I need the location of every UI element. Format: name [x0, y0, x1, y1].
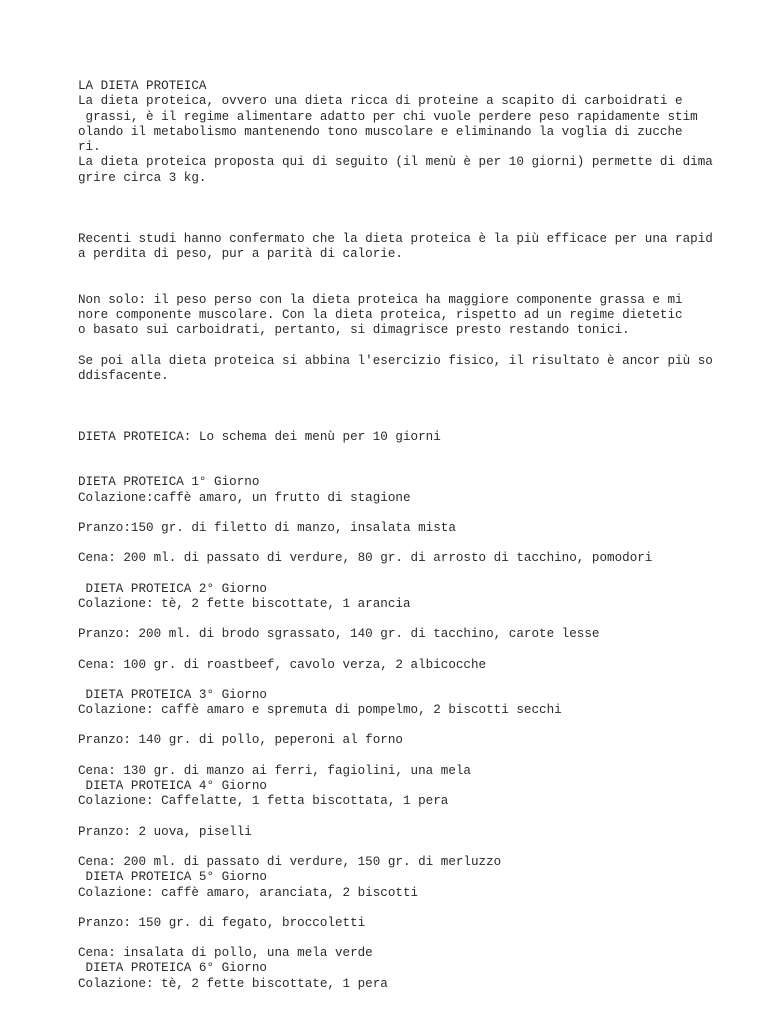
text-line: Pranzo:150 gr. di filetto di manzo, insalata mista: [78, 521, 456, 536]
text-line: Cena: 200 ml. di passato di verdure, 80 gr. di arrosto di tacchino, pomodori: [78, 551, 653, 566]
text-line: nore componente muscolare. Con la dieta proteica, rispetto ad un regime dietetic: [78, 307, 683, 322]
text-line: Colazione: tè, 2 fette biscottate, 1 arancia: [78, 596, 411, 611]
text-line: DIETA PROTEICA 3° Giorno: [78, 687, 267, 702]
paragraph: [78, 79, 758, 186]
text-line: LA DIETA PROTEICA: [78, 79, 207, 93]
text-line: Se poi alla dieta proteica si abbina l'esercizio fisico, il risultato è ancor più so: [78, 353, 713, 368]
paragraph: [78, 354, 758, 385]
paragraph: [78, 293, 758, 339]
text-line: Non solo: il peso perso con la dieta proteica ha maggiore componente grassa e mi: [78, 292, 683, 307]
paragraph: [78, 764, 758, 810]
text-line: Cena: 100 gr. di roastbeef, cavolo verza, 2 albicocche: [78, 657, 487, 672]
text-line: DIETA PROTEICA 2° Giorno: [78, 581, 267, 596]
text-line: grassi, è il regime alimentare adatto per chi vuole perdere peso rapidamente stim: [78, 109, 698, 124]
text-line: Pranzo: 200 ml. di brodo sgrassato, 140 gr. di tacchino, carote lesse: [78, 627, 600, 642]
text-line: Colazione: Caffelatte, 1 fetta biscottata, 1 pera: [78, 794, 449, 809]
text-line: o basato sui carboidrati, pertanto, si dimagrisce presto restando tonici.: [78, 323, 630, 338]
text-line: Colazione: caffè amaro, aranciata, 2 biscotti: [78, 885, 419, 900]
text-line: Colazione:caffè amaro, un frutto di stagione: [78, 490, 411, 505]
paragraph: [78, 733, 758, 748]
text-line: La dieta proteica proposta qui di seguito (il menù è per 10 giorni) permette di dima: [78, 155, 713, 170]
text-line: Recenti studi hanno confermato che la dieta proteica è la più efficace per una rapid: [78, 232, 713, 247]
text-line: ri.: [78, 140, 101, 155]
paragraph: [78, 521, 758, 536]
text-line: Cena: 130 gr. di manzo ai ferri, fagiolini, una mela: [78, 763, 471, 778]
paragraph: [78, 825, 758, 840]
text-line: La dieta proteica, ovvero una dieta ricca di proteine a scapito di carboidrati e: [78, 94, 683, 109]
text-line: DIETA PROTEICA 1° Giorno: [78, 475, 260, 490]
text-line: DIETA PROTEICA 4° Giorno: [78, 779, 267, 794]
text-line: Colazione: tè, 2 fette biscottate, 1 pera: [78, 976, 388, 991]
paragraph: [78, 582, 758, 613]
text-line: Pranzo: 2 uova, piselli: [78, 824, 252, 839]
text-line: Pranzo: 150 gr. di fegato, broccoletti: [78, 915, 366, 930]
paragraph: [78, 688, 758, 719]
paragraph: [78, 551, 758, 566]
paragraph: [78, 627, 758, 642]
text-line: Colazione: caffè amaro e spremuta di pompelmo, 2 biscotti secchi: [78, 703, 562, 718]
paragraph: [78, 946, 758, 992]
paragraph: [78, 658, 758, 673]
text-line: DIETA PROTEICA 6° Giorno: [78, 961, 267, 976]
paragraph: [78, 855, 758, 901]
text-line: DIETA PROTEICA 5° Giorno: [78, 870, 267, 885]
paragraph: [78, 430, 758, 445]
text-line: Pranzo: 140 gr. di pollo, peperoni al forno: [78, 733, 403, 748]
text-line: olando il metabolismo mantenendo tono muscolare e eliminando la voglia di zucche: [78, 124, 683, 139]
paragraph: [78, 475, 758, 506]
text-line: Cena: 200 ml. di passato di verdure, 150 gr. di merluzzo: [78, 854, 502, 869]
document-body: [78, 79, 758, 992]
text-line: Cena: insalata di pollo, una mela verde: [78, 946, 373, 961]
text-line: a perdita di peso, pur a parità di calorie.: [78, 247, 403, 262]
paragraph: [78, 916, 758, 931]
text-line: grire circa 3 kg.: [78, 170, 207, 185]
text-line: ddisfacente.: [78, 368, 169, 383]
paragraph: [78, 232, 758, 263]
text-line: DIETA PROTEICA: Lo schema dei menù per 10 giorni: [78, 430, 441, 445]
